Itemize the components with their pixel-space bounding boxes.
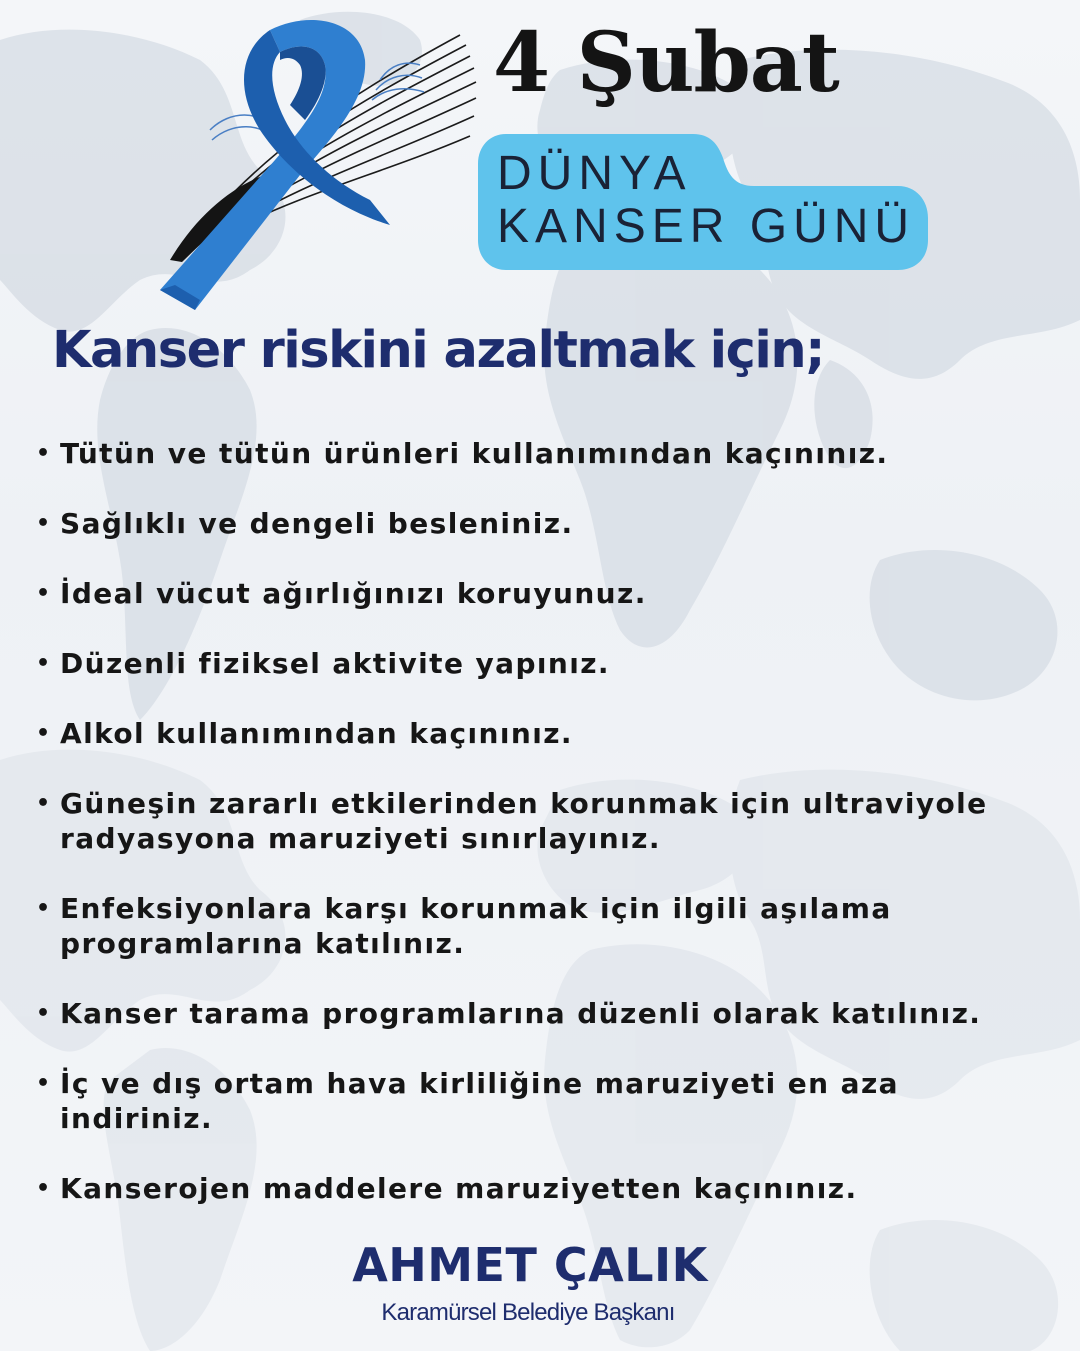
- tip-text: Enfeksiyonlara karşı korunmak için ilgili aşılama programlarına katılınız.: [60, 892, 892, 960]
- date-title: 4 Şubat: [493, 15, 839, 111]
- tip-text: Kanserojen maddelere maruziyetten kaçınınız.: [60, 1172, 858, 1205]
- bullet-icon: •: [36, 1001, 52, 1026]
- bullet-icon: •: [36, 896, 52, 921]
- tip-text: İdeal vücut ağırlığınızı koruyunuz.: [60, 577, 647, 610]
- tip-item: [36, 646, 1056, 681]
- tip-item: [36, 786, 1056, 856]
- tip-item: [36, 1066, 1056, 1136]
- bullet-icon: •: [36, 581, 52, 606]
- tip-item: [36, 1171, 1056, 1206]
- tip-text: Güneşin zararlı etkilerinden korunmak için ultraviyole radyasyona maruziyeti sınırlayınız.: [60, 787, 988, 855]
- bullet-icon: •: [36, 651, 52, 676]
- awareness-ribbon-icon: [140, 10, 490, 320]
- tip-item: [36, 576, 1056, 611]
- tip-text: Tütün ve tütün ürünleri kullanımından kaçınınız.: [60, 437, 889, 470]
- tip-text: İç ve dış ortam hava kirliliğine maruziyeti en aza indiriniz.: [60, 1067, 899, 1135]
- section-heading: Kanser riskini azaltmak için;: [52, 321, 825, 380]
- tip-item: [36, 436, 1056, 471]
- tip-item: [36, 716, 1056, 751]
- tip-item: [36, 891, 1056, 961]
- tip-text: Kanser tarama programlarına düzenli olarak katılınız.: [60, 997, 982, 1030]
- badge-line-world: DÜNYA: [497, 147, 692, 200]
- tip-item: [36, 506, 1056, 541]
- tip-text: Düzenli fiziksel aktivite yapınız.: [60, 647, 610, 680]
- bullet-icon: •: [36, 1071, 52, 1096]
- bullet-icon: •: [36, 791, 52, 816]
- bullet-icon: •: [36, 511, 52, 536]
- tip-text: Sağlıklı ve dengeli besleniniz.: [60, 507, 574, 540]
- bullet-icon: •: [36, 1176, 52, 1201]
- badge-line-cancer-day: KANSER GÜNÜ: [497, 200, 916, 253]
- signature-title: Karamürsel Belediye Başkanı: [381, 1299, 675, 1326]
- tip-text: Alkol kullanımından kaçınınız.: [60, 717, 573, 750]
- tip-item: [36, 996, 1056, 1031]
- bullet-icon: •: [36, 441, 52, 466]
- signature-name: AHMET ÇALIK: [352, 1238, 708, 1292]
- bullet-icon: •: [36, 721, 52, 746]
